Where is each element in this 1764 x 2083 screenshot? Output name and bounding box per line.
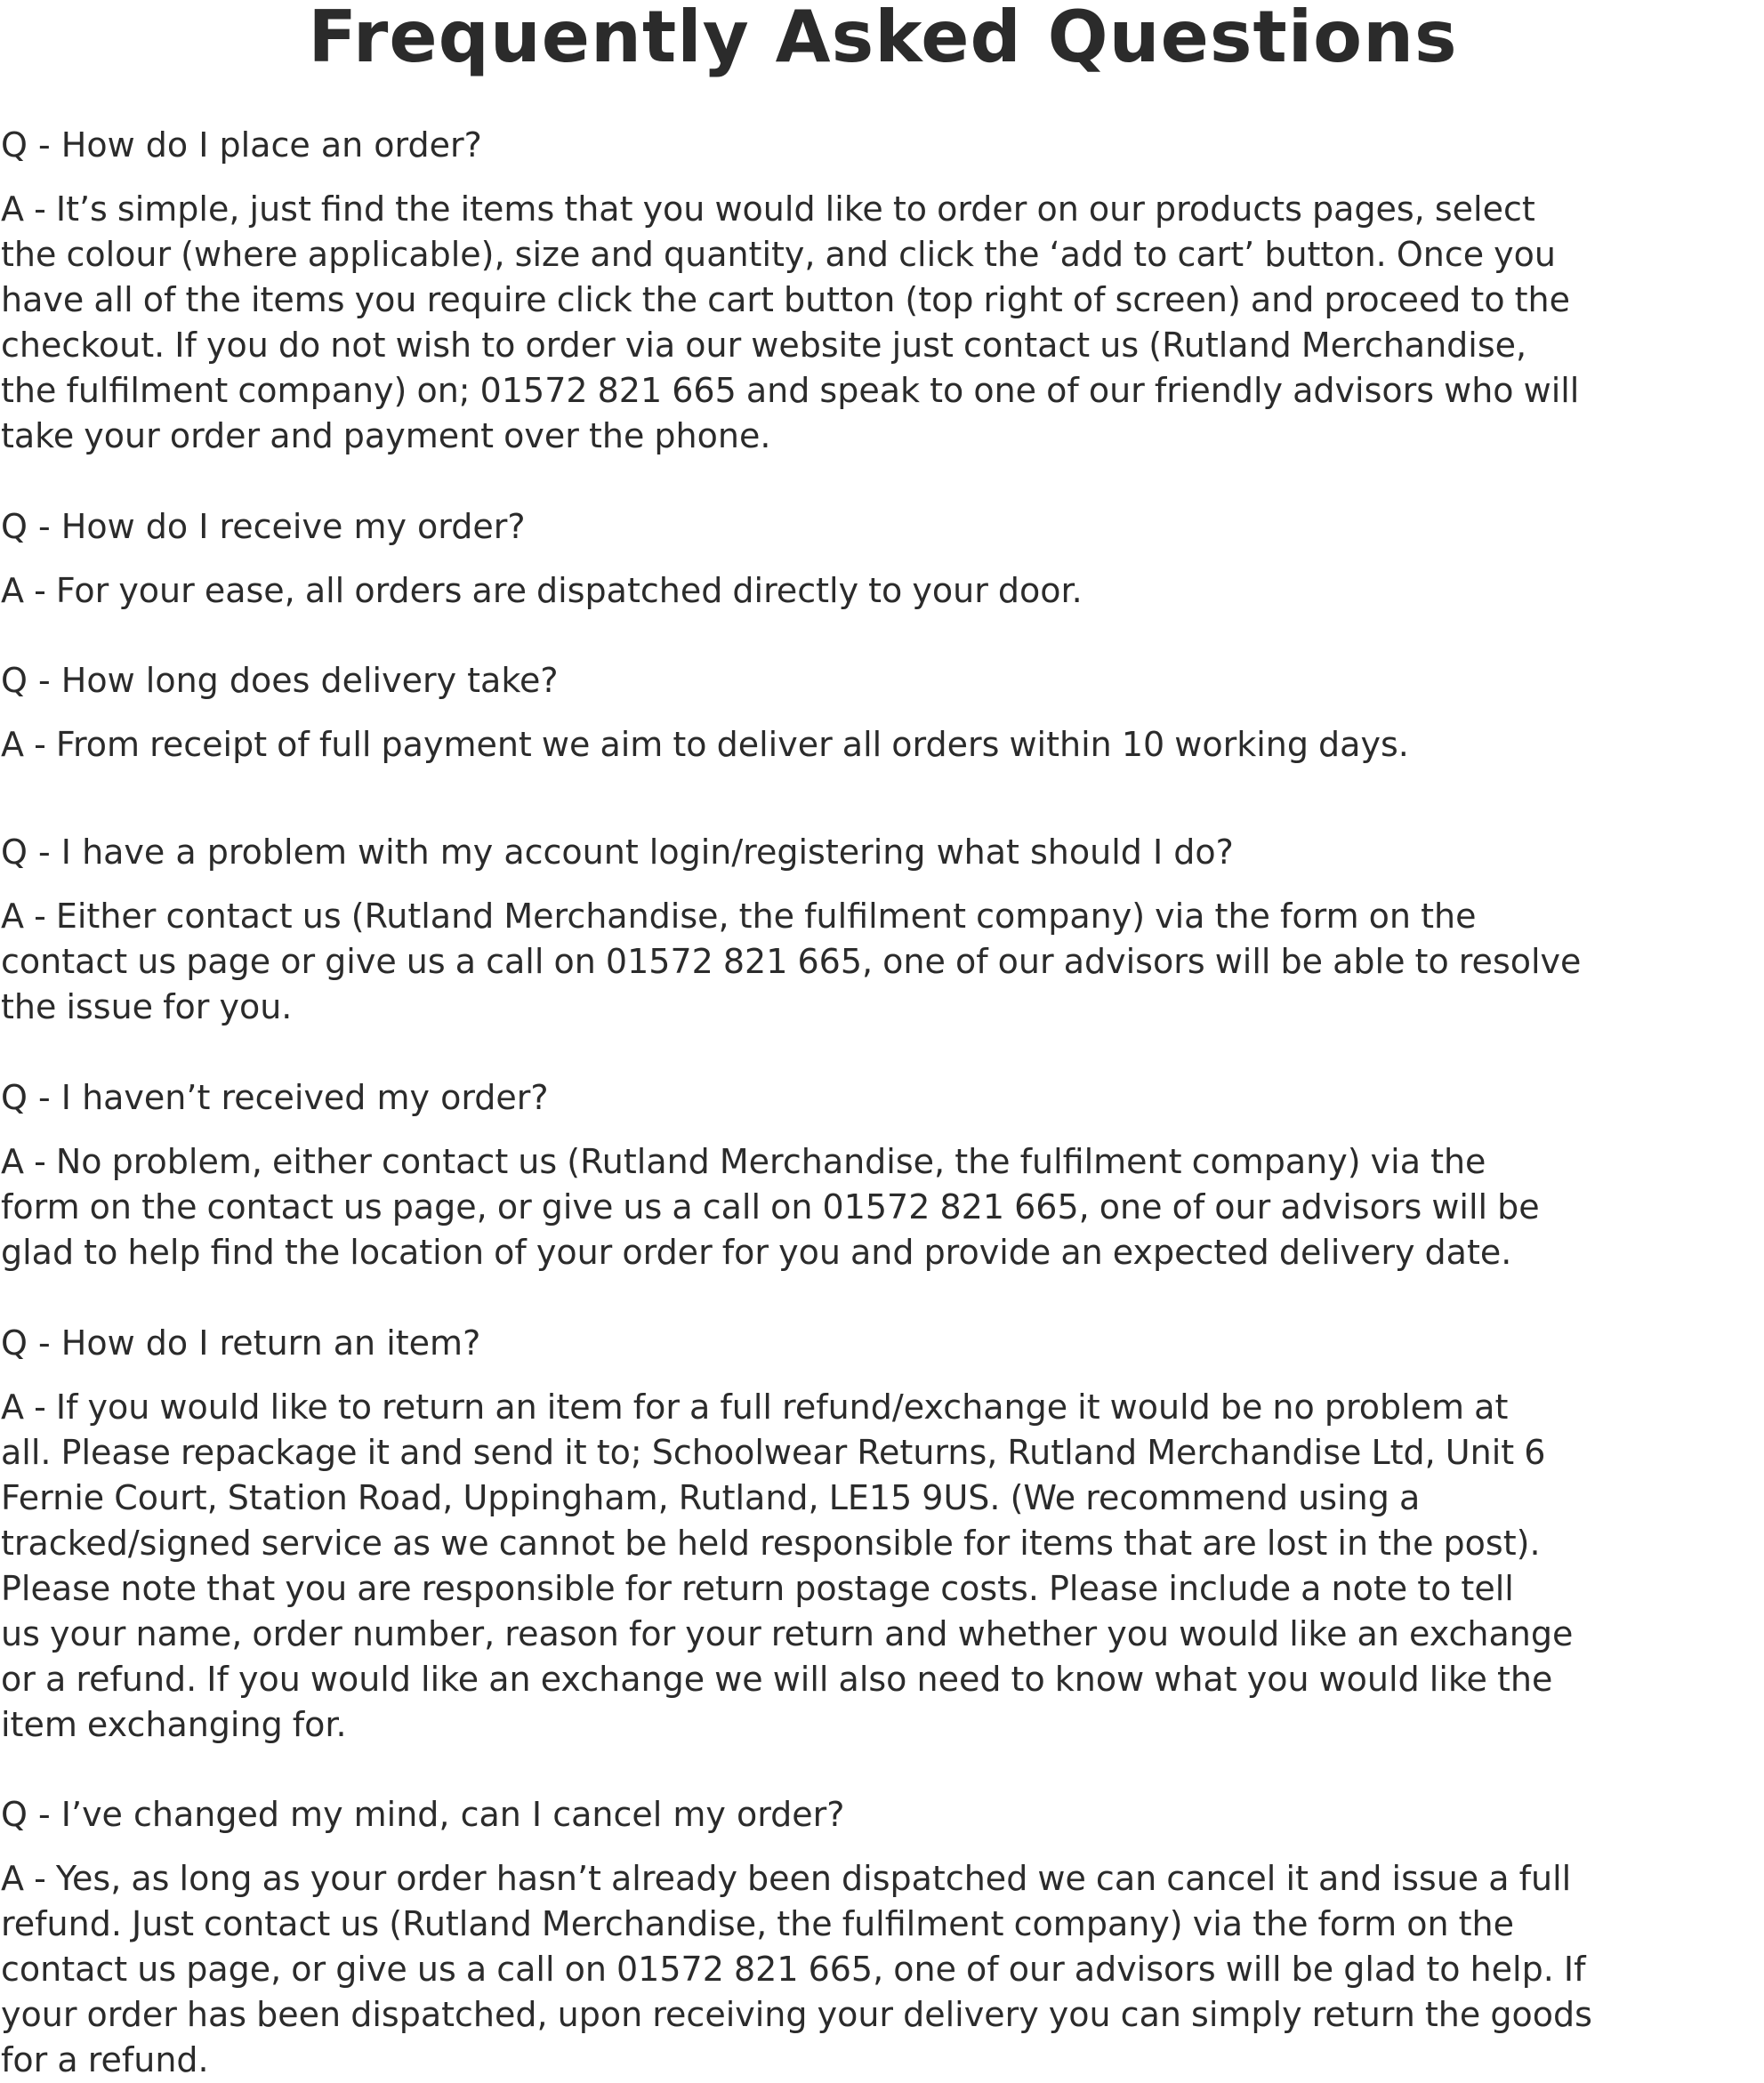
faq-item-place-order <box>1 125 1758 459</box>
faq-answer: A - If you would like to return an item for a full refund/exchange it would be no problem at all. Please repackage it and send it to; Schoolwear Returns, Rutland Merchandise Ltd, Unit 6 Fernie Court, Station Road, Uppingham, Rutland, LE15 9US. (We recommend using a tracked/signed service as we cannot be held responsible for items that are lost in the post). Please note that you are responsible for return postage costs. Please include a note to tell us your name, order number, reason for your return and whether you would like an exchange or a refund. If you would like an exchange we will also need to know what you would like the item exchanging for. <box>1 1387 1574 1744</box>
faq-item-delivery-time <box>1 660 1758 768</box>
faq-answer: A - Either contact us (Rutland Merchandise, the fulfilment company) via the form on the contact us page or give us a call on 01572 821 665, one of our advisors will be able to resolve the issue for you. <box>1 897 1582 1026</box>
faq-item-account-login <box>1 832 1758 1030</box>
faq-question: Q - I have a problem with my account login/registering what should I do? <box>1 832 1234 872</box>
faq-item-return-item <box>1 1323 1758 1748</box>
faq-question: Q - How do I return an item? <box>1 1323 481 1363</box>
faq-item-cancel-order <box>1 1794 1758 2083</box>
faq-question: Q - How do I receive my order? <box>1 507 526 546</box>
faq-question: Q - I haven’t received my order? <box>1 1078 549 1117</box>
faq-answer: A - It’s simple, just find the items that you would like to order on our products pages, select the colour (where applicable), size and quantity, and click the ‘add to cart’ button. Once you have all of the items you require click the cart button (top right of screen) and proceed to the checkout. If you do not wish to order via our website just contact us (Rutland Merchandise, the fulfilment company) on; 01572 821 665 and speak to one of our friendly advisors who will take your order and payment over the phone. <box>1 189 1580 455</box>
faq-answer: A - For your ease, all orders are dispatched directly to your door. <box>1 571 1083 610</box>
faq-item-not-received <box>1 1077 1758 1275</box>
faq-answer: A - From receipt of full payment we aim to deliver all orders within 10 working days. <box>1 725 1409 764</box>
faq-answer: A - Yes, as long as your order hasn’t already been dispatched we can cancel it and issue a full refund. Just contact us (Rutland Merchandise, the fulfilment company) via the form on the contact us page, or give us a call on 01572 821 665, one of our advisors will be glad to help. If your order has been dispatched, upon receiving your delivery you can simply return the goods for a refund. <box>1 1859 1592 2079</box>
faq-question: Q - How long does delivery take? <box>1 661 559 700</box>
faq-question: Q - I’ve changed my mind, can I cancel my order? <box>1 1795 845 1834</box>
faq-item-receive-order <box>1 506 1758 614</box>
faq-question: Q - How do I place an order? <box>1 125 482 165</box>
page-title: Frequently Asked Questions <box>308 0 1458 78</box>
faq-answer: A - No problem, either contact us (Rutland Merchandise, the fulfilment company) via the form on the contact us page, or give us a call on 01572 821 665, one of our advisors will be glad to help find the location of your order for you and provide an expected delivery date. <box>1 1142 1540 1272</box>
